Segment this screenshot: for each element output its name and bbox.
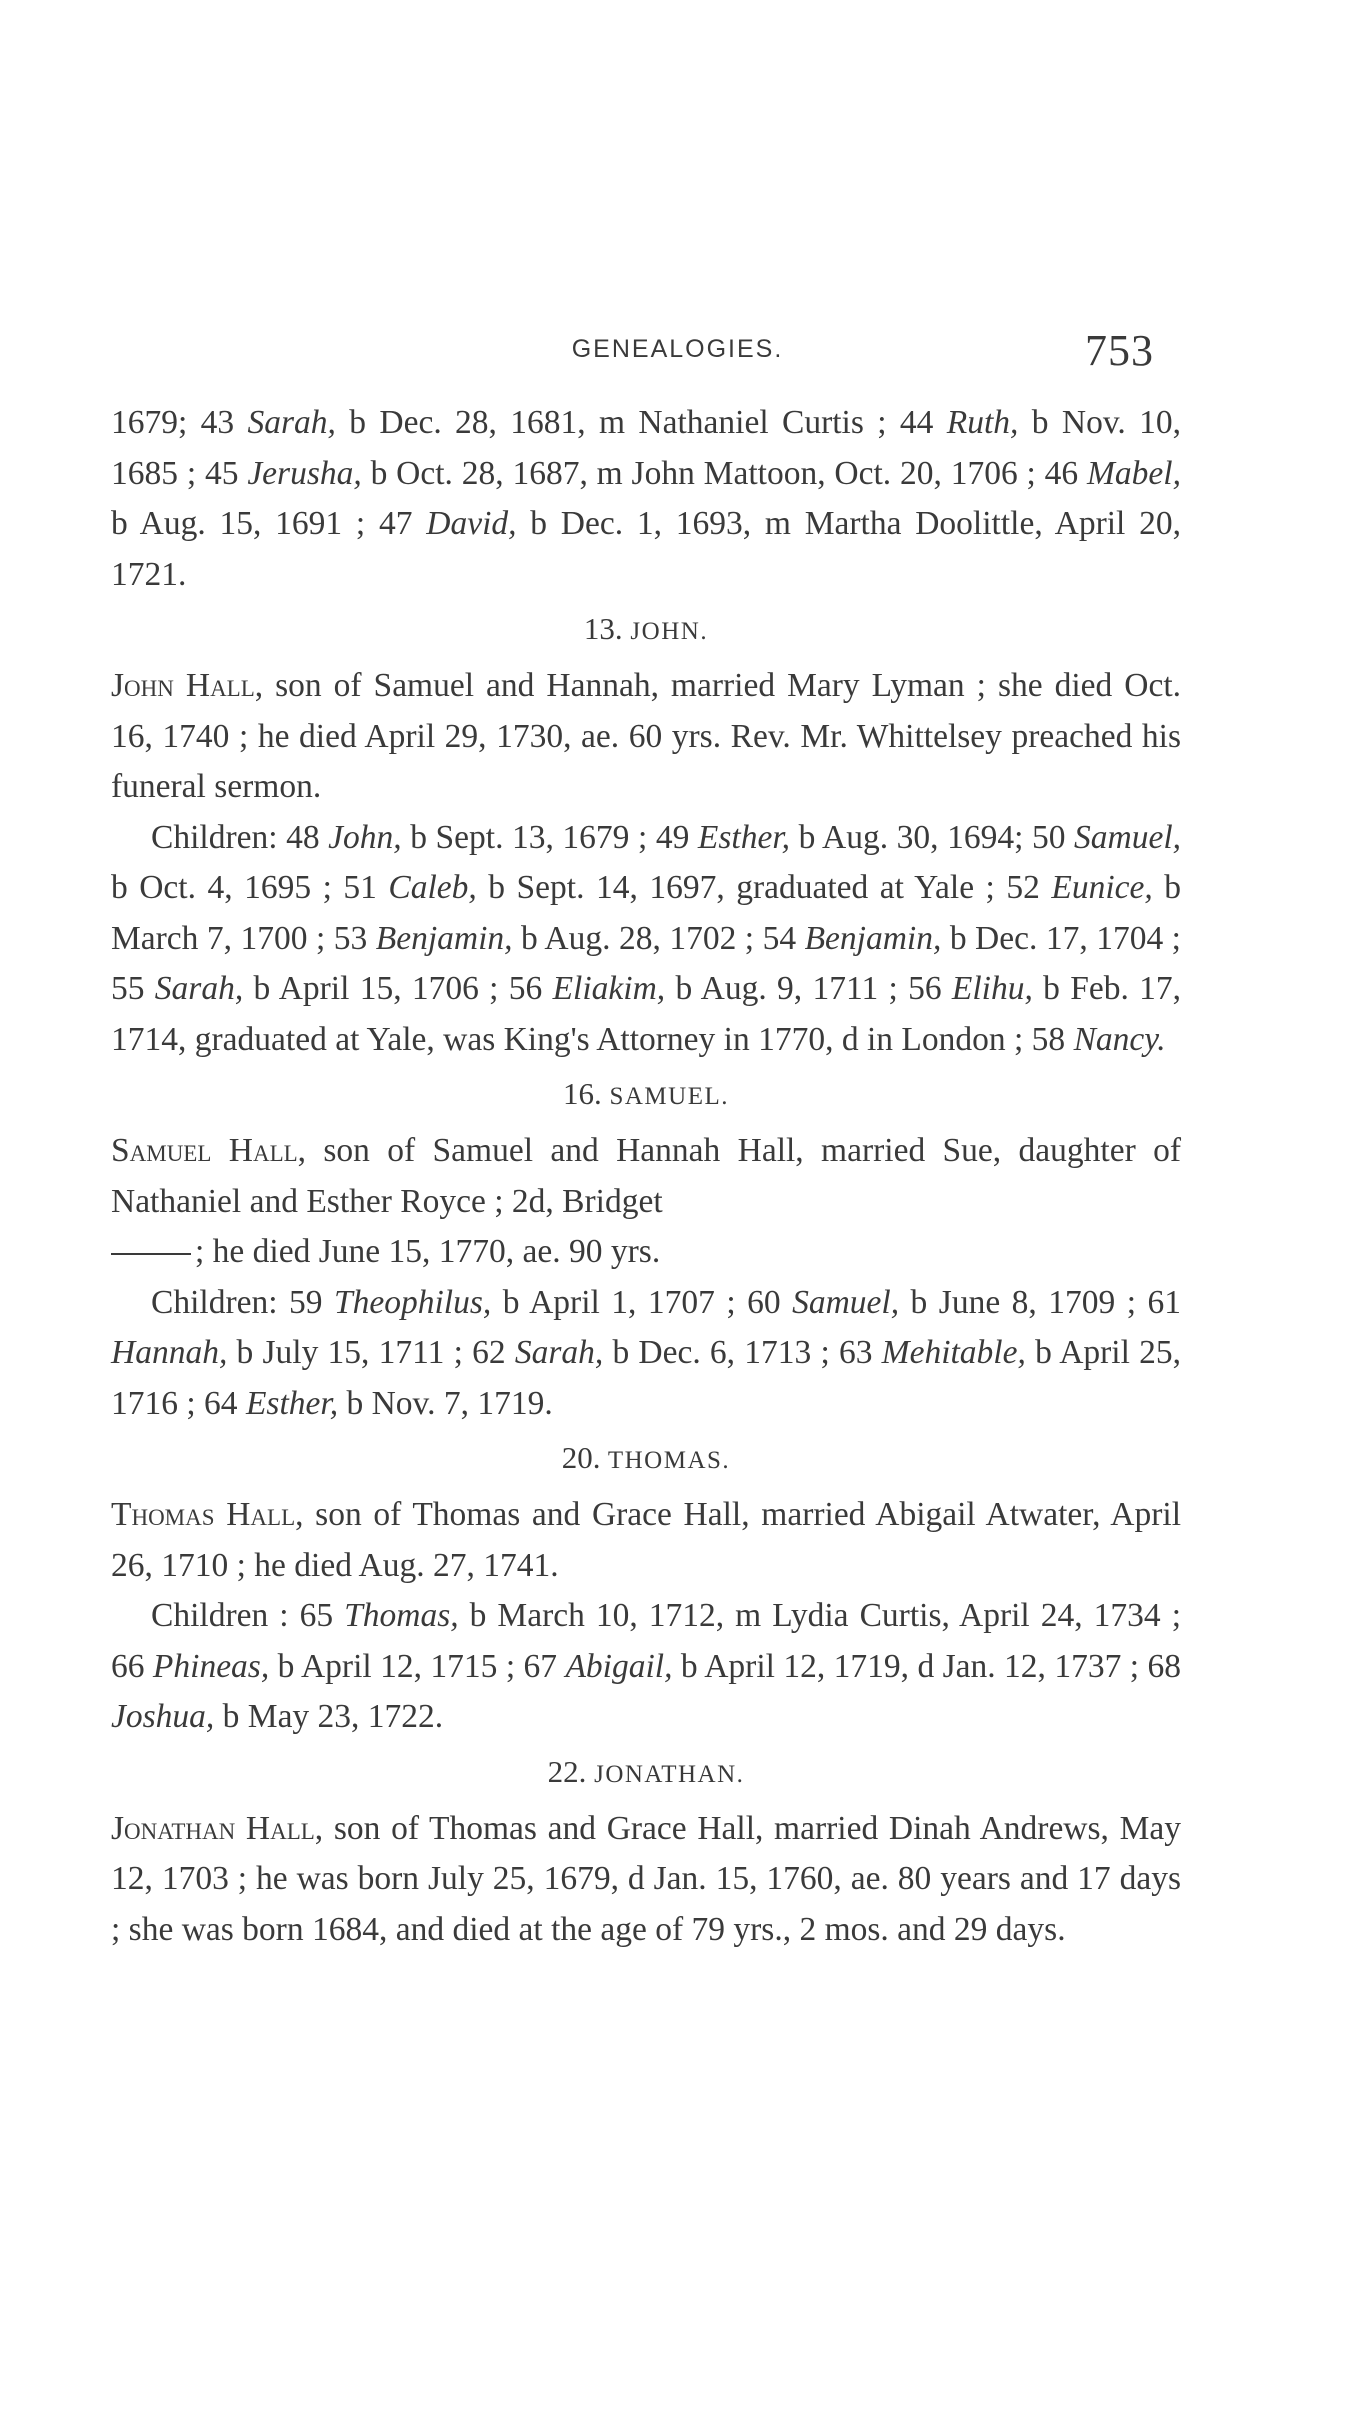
child-name: Caleb, (388, 869, 477, 906)
child-name: Samuel, (1074, 818, 1182, 856)
lead-name: Jonathan (111, 1809, 236, 1847)
section-number: 13. (583, 611, 623, 646)
text-run: son of Samuel and Hannah Hall, married Sue, daughter of Nathaniel and Esther Royce ; 2d, Bridget (111, 1132, 1181, 1220)
child-name: Jerusha, (247, 454, 362, 492)
child-name: Mabel, (1087, 454, 1181, 492)
child-name: Joshua, (111, 1698, 215, 1735)
child-name: Samuel, (792, 1283, 900, 1321)
section-heading-thomas (111, 1439, 1181, 1480)
text-run: b Aug. 15, 1691 ; 47 (111, 505, 427, 542)
text-run: son of Thomas and Grace Hall, married Abigail Atwater, April 26, 1710 ; he died Aug. 27, 1741. (111, 1496, 1182, 1584)
thomas-children-paragraph (111, 1591, 1181, 1743)
text-run: b April 1, 1707 ; 60 (491, 1283, 793, 1321)
running-head (0, 325, 1355, 385)
child-name: Phineas, (152, 1647, 270, 1685)
lead-surname: Hall, (185, 667, 264, 704)
text-run: b Dec. 17, 1704 ; 55 (111, 919, 1181, 1007)
lead-surname: Hall, (228, 1132, 307, 1169)
section-heading-samuel (111, 1075, 1181, 1116)
text-run: b May 23, 1722. (214, 1698, 444, 1735)
section-name: JOHN. (630, 618, 709, 645)
jonathan-paragraph (111, 1804, 1181, 1956)
running-head-title: GENEALOGIES. (571, 335, 784, 363)
text-run: b March 7, 1700 ; 53 (111, 869, 1181, 957)
text-run: b Nov. 10, 1685 ; 45 (111, 404, 1181, 492)
text-run: Children: 59 (151, 1283, 334, 1321)
text-run: b Aug. 30, 1694; 50 (790, 818, 1075, 856)
child-name: Elihu, (951, 970, 1033, 1007)
child-name: Ruth, (946, 404, 1019, 441)
text-run: b April 25, 1716 ; 64 (111, 1334, 1181, 1422)
child-name: Abigail, (565, 1647, 673, 1685)
lead-name: Samuel (111, 1132, 212, 1169)
lead-surname: Hall, (226, 1496, 304, 1533)
text-run: b Dec. 1, 1693, m Martha Doolittle, April 20, 1721. (111, 505, 1181, 593)
body-text (111, 398, 1181, 1955)
text-run: b April 15, 1706 ; 56 (243, 970, 553, 1007)
child-name: Hannah, (111, 1334, 228, 1371)
text-run: Children: 48 (151, 818, 329, 856)
text-run: ; he died June 15, 1770, ae. 90 yrs. (195, 1233, 661, 1270)
child-name: Sarah, (247, 404, 336, 441)
text-run: b June 8, 1709 ; 61 (899, 1283, 1181, 1321)
intro-paragraph (111, 398, 1181, 600)
child-name: Sarah, (514, 1334, 604, 1371)
samuel-paragraph (111, 1126, 1181, 1278)
text-run: b Sept. 14, 1697, graduated at Yale ; 52 (476, 869, 1052, 906)
child-name: Theophilus, (333, 1283, 492, 1321)
text-run: b April 12, 1715 ; 67 (269, 1647, 566, 1685)
section-heading-jonathan (111, 1753, 1181, 1794)
child-name: Eliakim, (552, 970, 666, 1007)
page-number: 753 (1085, 326, 1154, 375)
child-name: David, (426, 505, 517, 542)
text-run: b March 10, 1712, m Lydia Curtis, April 24, 1734 ; 66 (111, 1597, 1181, 1685)
text-run: b Oct. 28, 1687, m John Mattoon, Oct. 20, 1706 ; 46 (361, 454, 1088, 492)
section-name: SAMUEL. (609, 1083, 730, 1110)
text-run: b Feb. 17, 1714, graduated at Yale, was King's Attorney in 1770, d in London ; 58 (111, 970, 1181, 1058)
child-name: Benjamin, (804, 919, 942, 957)
lead-surname: Hall, (245, 1809, 324, 1847)
text-run: son of Thomas and Grace Hall, married Dinah Andrews, May 12, 1703 ; he was born July 25, 1679, d Jan. 15, 1760, ae. 80 years and 17 days ; she was born 1684, and died at the age of 79 yrs., 2 mos. and 29 days. (111, 1809, 1181, 1948)
text-run: son of Samuel and Hannah, married Mary Lyman ; she died Oct. 16, 1740 ; he died April 29, 1730, ae. 60 yrs. Rev. Mr. Whittelsey preached his funeral sermon. (111, 667, 1181, 805)
text-run: b Aug. 28, 1702 ; 54 (512, 919, 805, 957)
text-run: b April 12, 1719, d Jan. 12, 1737 ; 68 (672, 1647, 1181, 1685)
thomas-paragraph (111, 1490, 1181, 1591)
john-children-paragraph (111, 813, 1181, 1066)
section-number: 16. (562, 1076, 602, 1111)
text-run: 1679; 43 (111, 404, 248, 441)
section-number: 22. (547, 1753, 587, 1789)
child-name: Mehitable, (881, 1334, 1026, 1371)
child-name: Eunice, (1051, 869, 1153, 906)
text-run: b Oct. 4, 1695 ; 51 (111, 869, 389, 906)
section-name: THOMAS. (607, 1447, 731, 1474)
text-run: b Sept. 13, 1679 ; 49 (401, 818, 698, 856)
child-name: Esther, (245, 1384, 339, 1422)
text-run: b Dec. 28, 1681, m Nathaniel Curtis ; 44 (335, 404, 947, 441)
child-name: Thomas, (344, 1597, 459, 1634)
child-name: Nancy. (1073, 1020, 1166, 1058)
section-heading-john (111, 610, 1181, 651)
text-run: b Dec. 6, 1713 ; 63 (603, 1334, 882, 1371)
text-run: b July 15, 1711 ; 62 (227, 1334, 515, 1371)
section-name: JONATHAN. (594, 1760, 745, 1788)
text-run: b Aug. 9, 1711 ; 56 (665, 970, 952, 1007)
blank-dash (111, 1253, 191, 1255)
text-run: Children : 65 (151, 1597, 345, 1634)
john-paragraph (111, 661, 1181, 813)
text-run: b Nov. 7, 1719. (338, 1384, 553, 1422)
child-name: Sarah, (154, 970, 244, 1007)
child-name: Benjamin, (375, 919, 513, 957)
child-name: John, (328, 818, 402, 856)
samuel-children-paragraph (111, 1278, 1181, 1430)
section-number: 20. (561, 1440, 601, 1475)
lead-name: John (111, 667, 174, 704)
lead-name: Thomas (111, 1496, 215, 1533)
child-name: Esther, (697, 818, 791, 856)
